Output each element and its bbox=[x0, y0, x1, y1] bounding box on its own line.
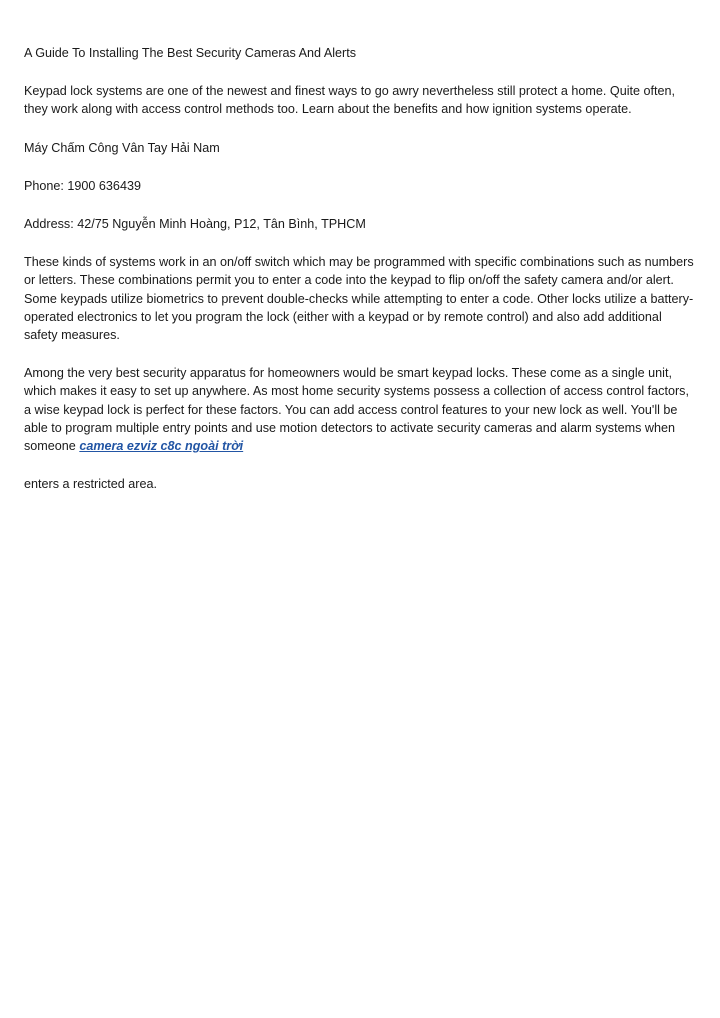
closing-paragraph: enters a restricted area. bbox=[24, 477, 157, 492]
apparatus-paragraph bbox=[24, 364, 696, 455]
phone-line: Phone: 1900 636439 bbox=[24, 178, 141, 193]
systems-paragraph: These kinds of systems work in an on/off switch which may be programmed with specific combinations such as numbers or letters. These combinations permit you to enter a code into the keypad to flip on/off the safety camera and/or alert. Some keypads utilize biometrics to prevent double-checks while attempting to enter a code. Other locks utilize a battery-operated electronics to let you program the lock (either with a keypad or by remote control) and also add additional safety measures. bbox=[24, 255, 694, 343]
address-line: Address: 42/75 Nguyễn Minh Hoàng, P12, Tân Bình, TPHCM bbox=[24, 217, 366, 232]
document-title: A Guide To Installing The Best Security Cameras And Alerts bbox=[24, 46, 357, 60]
company-name: Máy Chấm Công Vân Tay Hải Nam bbox=[24, 140, 220, 155]
intro-paragraph: Keypad lock systems are one of the newest and finest ways to go awry nevertheless still protect a home. Quite often, they work along with access control methods too. Learn about the benefits and how ignition systems operate. bbox=[24, 84, 676, 117]
document-body bbox=[24, 44, 696, 493]
apparatus-paragraph-text: Among the very best security apparatus for homeowners would be smart keypad locks. These come as a single unit, which makes it easy to set up anywhere. As most home security systems possess a collection of access control factors, a wise keypad lock is perfect for these factors. You can add access control features to your new lock as well. You'll be able to program multiple entry points and use motion detectors to activate security cameras and alarm systems when someone bbox=[24, 366, 689, 454]
camera-link[interactable]: camera ezviz c8c ngoài trời bbox=[79, 439, 244, 454]
